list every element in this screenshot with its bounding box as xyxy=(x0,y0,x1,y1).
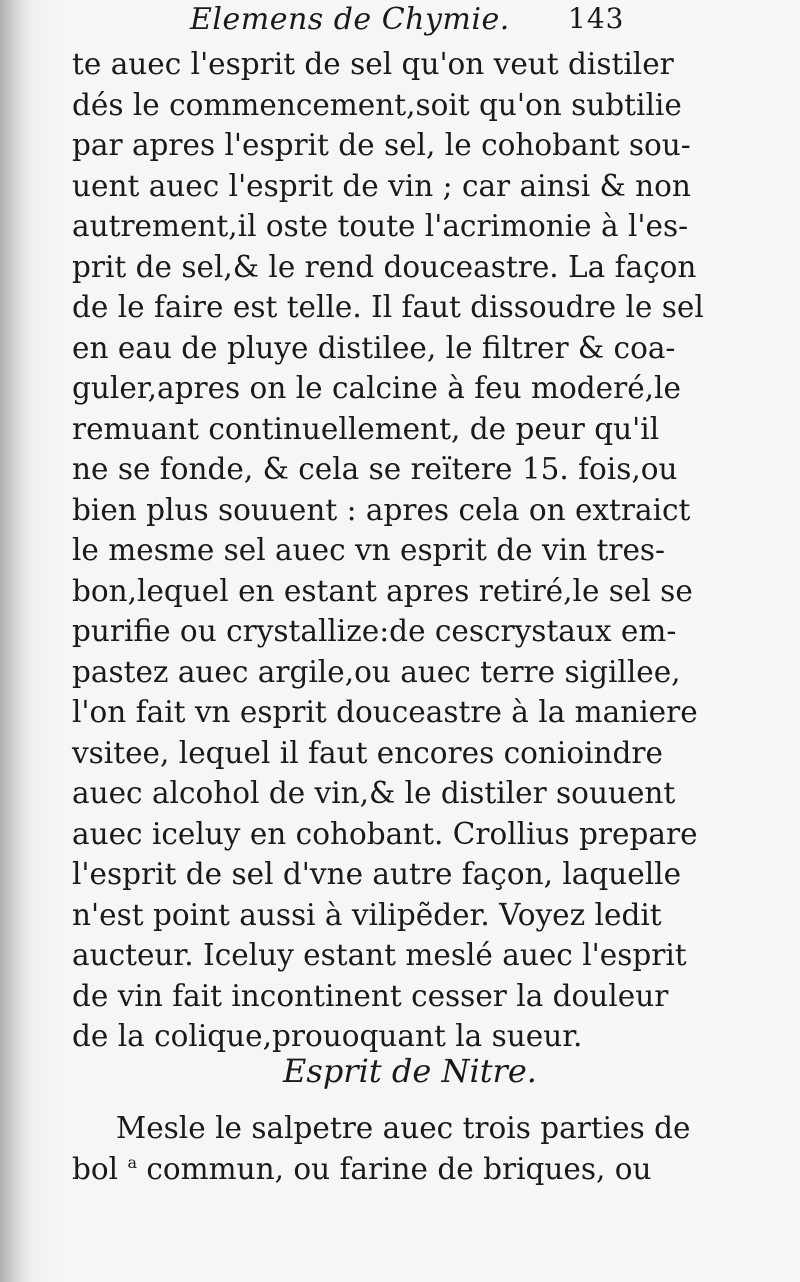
running-title: Elemens de Chymie. xyxy=(190,2,510,37)
section-heading: Esprit de Nitre. xyxy=(283,1052,537,1090)
text-line: bien plus souuent : apres cela on extraict xyxy=(72,492,691,527)
text-line: remuant continuellement, de peur qu'il xyxy=(72,411,660,446)
section-text xyxy=(72,1108,691,1189)
text-line: de le faire est telle. Il faut dissoudre le sel xyxy=(72,290,704,324)
page-header xyxy=(0,0,800,44)
text-line: uent auec l'esprit de vin ; car ainsi & non xyxy=(72,168,691,203)
text-line: aucteur. Iceluy estant meslé auec l'esprit xyxy=(72,938,687,972)
text-line xyxy=(72,1149,652,1190)
text-line: en eau de pluye distilee, le filtrer & coa- xyxy=(72,330,676,365)
text-line: l'esprit de sel d'vne autre façon, laquelle xyxy=(72,857,682,891)
page-number: 143 xyxy=(568,2,625,35)
text-line: ne se fonde, & cela se reïtere 15. fois,ou xyxy=(72,452,678,486)
text-line: par apres l'esprit de sel, le cohobant sou- xyxy=(72,128,691,162)
text-line: l'on fait vn esprit douceastre à la maniere xyxy=(72,695,698,729)
text-line: le mesme sel auec vn esprit de vin tres- xyxy=(72,533,666,567)
text-line: auec alcohol de vin,& le distiler souuent xyxy=(72,776,676,810)
text-line: Mesle le salpetre auec trois parties de xyxy=(116,1111,691,1145)
text-segment: commun, ou farine de briques, ou xyxy=(137,1151,652,1186)
text-line: auec iceluy en cohobant. Crollius prepare xyxy=(72,816,698,851)
text-line: de vin fait incontinent cesser la douleur xyxy=(72,978,669,1013)
text-line: dés le commencement,soit qu'on subtilie xyxy=(72,87,682,122)
text-line: purifie ou crystallize:de cescrystaux em- xyxy=(72,614,677,648)
text-line: de la colique,prouoquant la sueur. xyxy=(72,1019,583,1053)
footnote-marker: a xyxy=(127,1152,138,1172)
text-line: vsitee, lequel il faut encores conioindre xyxy=(72,735,663,770)
text-line: n'est point aussi à vilipẽder. Voyez ledit xyxy=(72,897,662,932)
text-line: te auec l'esprit de sel qu'on veut distiler xyxy=(72,47,674,81)
text-line: pastez auec argile,ou auec terre sigillee, xyxy=(72,654,681,689)
text-line: prit de sel,& le rend douceastre. La façon xyxy=(72,249,697,284)
text-line: bon,lequel en estant apres retiré,le sel se xyxy=(72,573,693,608)
body-text xyxy=(72,44,704,1057)
text-line: guler,apres on le calcine à feu moderé,le xyxy=(72,371,681,405)
text-segment: bol xyxy=(72,1151,128,1186)
text-line: autrement,il oste toute l'acrimonie à l'es- xyxy=(72,209,689,243)
